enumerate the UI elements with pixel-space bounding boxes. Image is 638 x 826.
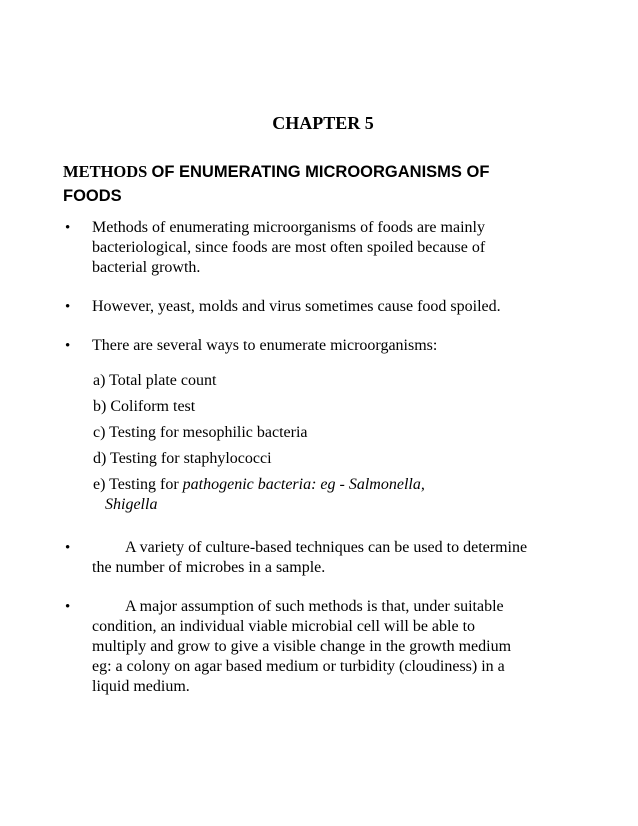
bullet-text: There are several ways to enumerate microorganisms: bbox=[92, 337, 438, 354]
method-item: a) Total plate count bbox=[93, 372, 217, 389]
section-heading bbox=[63, 160, 533, 208]
bullet-item bbox=[63, 297, 533, 317]
bullet-item bbox=[63, 538, 533, 578]
method-item: d) Testing for staphylococci bbox=[93, 450, 272, 467]
bullet-text: A variety of culture-based techniques can be used to determine the number of microbes in a sample. bbox=[92, 539, 528, 576]
bullet-icon: • bbox=[65, 299, 71, 315]
method-item: c) Testing for mesophilic bacteria bbox=[93, 424, 308, 441]
bullet-item bbox=[63, 597, 533, 697]
bullet-icon: • bbox=[65, 540, 71, 556]
bullet-icon: • bbox=[65, 220, 71, 236]
bullet-item bbox=[63, 218, 533, 278]
method-item: b) Coliform test bbox=[93, 398, 196, 415]
bullet-icon: • bbox=[65, 338, 71, 354]
bullet-list bbox=[63, 218, 533, 716]
bullet-icon: • bbox=[65, 599, 71, 615]
method-item bbox=[93, 475, 533, 515]
bullet-text: Methods of enumerating microorganisms of foods are mainly bacteriological, since foods are most often spoiled because of bacterial growth. bbox=[92, 219, 486, 276]
chapter-title: CHAPTER 5 bbox=[272, 113, 374, 133]
bullet-text: However, yeast, molds and virus sometimes cause food spoiled. bbox=[92, 298, 501, 315]
method-list bbox=[63, 371, 533, 515]
bullet-item bbox=[63, 336, 533, 356]
section-heading-part1: METHODS bbox=[63, 162, 152, 181]
method-item-prefix: e) Testing for bbox=[93, 476, 183, 493]
method-item-italic: pathogenic bacteria: eg - Salmonella, bbox=[182, 476, 425, 493]
method-item-continuation: Shigella bbox=[105, 496, 158, 513]
bullet-text: A major assumption of such methods is that, under suitable condition, an individual viable microbial cell will be able to multiply and grow to give a visible change in the growth medium eg: a colony on agar based medium or turbidity (cloudiness) in a liquid medium. bbox=[92, 598, 512, 695]
section-heading-part2: OF ENUMERATING MICROORGANISMS OF FOODS bbox=[63, 163, 490, 205]
